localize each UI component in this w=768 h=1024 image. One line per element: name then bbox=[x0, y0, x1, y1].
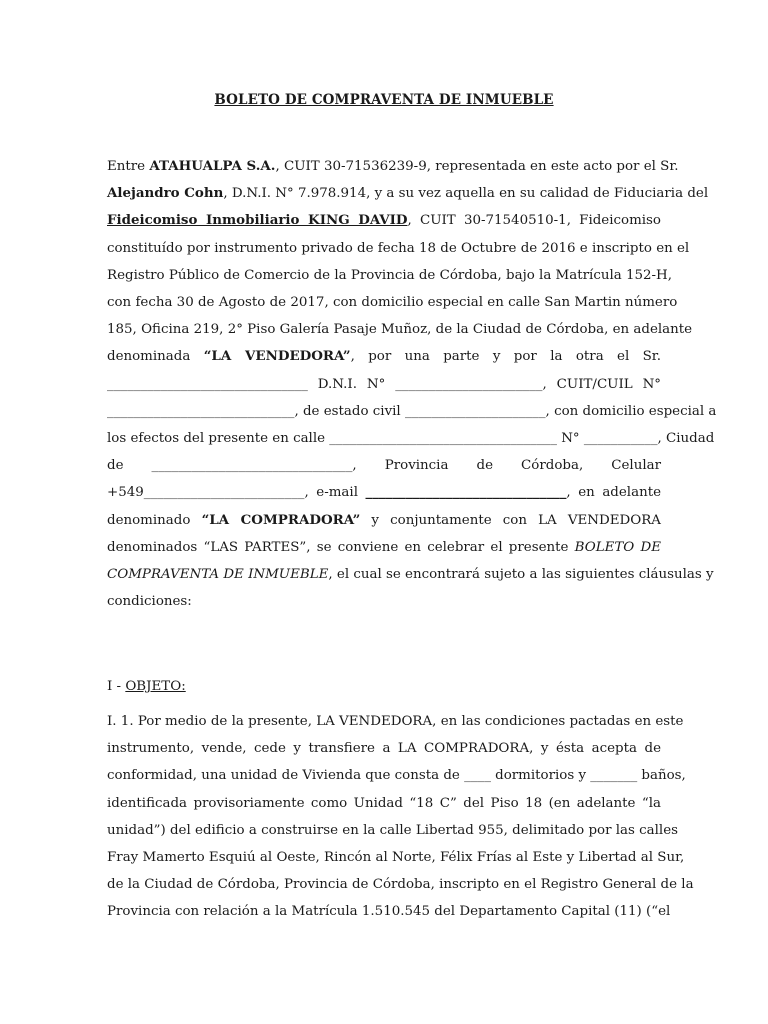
clause-line bbox=[107, 762, 686, 789]
bold-text: “LA VENDEDORA” bbox=[203, 348, 351, 365]
intro-line bbox=[107, 180, 709, 207]
text-run: ____________________________, de estado civil _____________________, con domicilio especial a bbox=[107, 403, 717, 419]
intro-line bbox=[107, 343, 661, 370]
text-run: , por una parte y por la otra el Sr. bbox=[350, 349, 661, 365]
intro-line bbox=[107, 398, 717, 425]
text-run: 185, Oficina 219, 2° Piso Galería Pasaje Muñoz, de la Ciudad de Córdoba, en adelante bbox=[107, 322, 693, 338]
bold-underlined-text: Fideicomiso Inmobiliario KING DAVID bbox=[107, 212, 408, 229]
clause-line bbox=[107, 844, 685, 871]
bold-text: ______________________________ bbox=[365, 484, 567, 501]
text-run: denominada bbox=[107, 349, 204, 365]
text-run: , el cual se encontrará sujeto a las siguientes cláusulas y bbox=[328, 567, 714, 583]
intro-line bbox=[107, 316, 693, 343]
text-run: constituído por instrumento privado de fecha 18 de Octubre de 2016 e inscripto en el bbox=[107, 240, 690, 256]
intro-line bbox=[107, 235, 690, 262]
section-title: OBJETO: bbox=[125, 679, 186, 694]
clause-line bbox=[107, 708, 684, 735]
intro-line bbox=[107, 262, 672, 289]
text-run: , en adelante bbox=[566, 485, 662, 501]
text-run: Fray Mamerto Esquiú al Oeste, Rincón al Norte, Félix Frías al Este y Libertad al Sur, bbox=[107, 850, 685, 866]
text-run: de ______________________________, Provincia de Córdoba, Celular bbox=[107, 458, 661, 474]
text-run: instrumento, vende, cede y transfiere a LA COMPRADORA, y ésta acepta de bbox=[107, 741, 661, 757]
text-run: Entre bbox=[107, 159, 150, 174]
intro-line bbox=[107, 561, 714, 588]
text-run: identificada provisoriamente como Unidad “18 C” del Piso 18 (en adelante “la bbox=[107, 795, 661, 811]
italic-text: COMPRAVENTA DE INMUEBLE bbox=[107, 567, 329, 583]
intro-line bbox=[107, 153, 679, 180]
text-run: de la Ciudad de Córdoba, Provincia de Córdoba, inscripto en el Registro General de la bbox=[107, 877, 694, 893]
clause-paragraph bbox=[107, 708, 694, 926]
italic-text: BOLETO DE bbox=[574, 539, 661, 555]
intro-line bbox=[107, 207, 661, 234]
clause-line bbox=[107, 871, 694, 898]
text-run: con fecha 30 de Agosto de 2017, con domicilio especial en calle San Martin número bbox=[107, 295, 678, 311]
intro-line bbox=[107, 289, 678, 316]
intro-line bbox=[107, 371, 661, 398]
intro-line bbox=[107, 479, 661, 506]
intro-line bbox=[107, 452, 661, 479]
intro-line bbox=[107, 534, 661, 561]
section-heading-objeto bbox=[107, 673, 661, 700]
clause-line bbox=[107, 735, 661, 762]
text-run: I. 1. Por medio de la presente, LA VENDEDORA, en las condiciones pactadas en este bbox=[107, 714, 684, 729]
text-run: los efectos del presente en calle __________________________________ N° ___________, Ciudad bbox=[107, 431, 715, 447]
text-run: , CUIT 30-71536239-9, representada en este acto por el Sr. bbox=[275, 159, 679, 174]
bold-text: ATAHUALPA S.A. bbox=[149, 158, 276, 174]
section-prefix: I - bbox=[107, 679, 126, 694]
document-title: BOLETO DE COMPRAVENTA DE INMUEBLE bbox=[214, 92, 554, 108]
text-run: unidad”) del edificio a construirse en la calle Libertad 955, delimitado por las calles bbox=[107, 822, 678, 838]
text-run: y conjuntamente con LA VENDEDORA bbox=[360, 512, 661, 528]
bold-text: “LA COMPRADORA” bbox=[201, 511, 361, 528]
bold-text: Alejandro Cohn bbox=[107, 185, 224, 202]
text-run: +549________________________, e-mail bbox=[107, 485, 366, 501]
text-run: Provincia con relación a la Matrícula 1.510.545 del Departamento Capital (11) (“el bbox=[107, 904, 671, 920]
clause-line bbox=[107, 898, 671, 925]
text-run: condiciones: bbox=[107, 594, 192, 610]
intro-line bbox=[107, 588, 661, 615]
intro-paragraph bbox=[107, 153, 717, 615]
text-run: denominados “LAS PARTES”, se conviene en celebrar el presente bbox=[107, 539, 575, 555]
text-run: , D.N.I. N° 7.978.914, y a su vez aquella en su calidad de Fiduciaria del bbox=[223, 186, 709, 202]
text-run: , CUIT 30-71540510-1, Fideicomiso bbox=[407, 213, 661, 229]
clause-line bbox=[107, 790, 661, 817]
clause-line bbox=[107, 817, 678, 844]
text-run: ______________________________ D.N.I. N° ______________________, CUIT/CUIL N° bbox=[107, 376, 661, 392]
text-run: Registro Público de Comercio de la Provincia de Córdoba, bajo la Matrícula 152-H, bbox=[107, 267, 672, 283]
intro-line bbox=[107, 425, 715, 452]
intro-line bbox=[107, 507, 661, 534]
text-run: conformidad, una unidad de Vivienda que consta de ____ dormitorios y _______ baños, bbox=[107, 768, 686, 784]
text-run: denominado bbox=[107, 512, 202, 528]
